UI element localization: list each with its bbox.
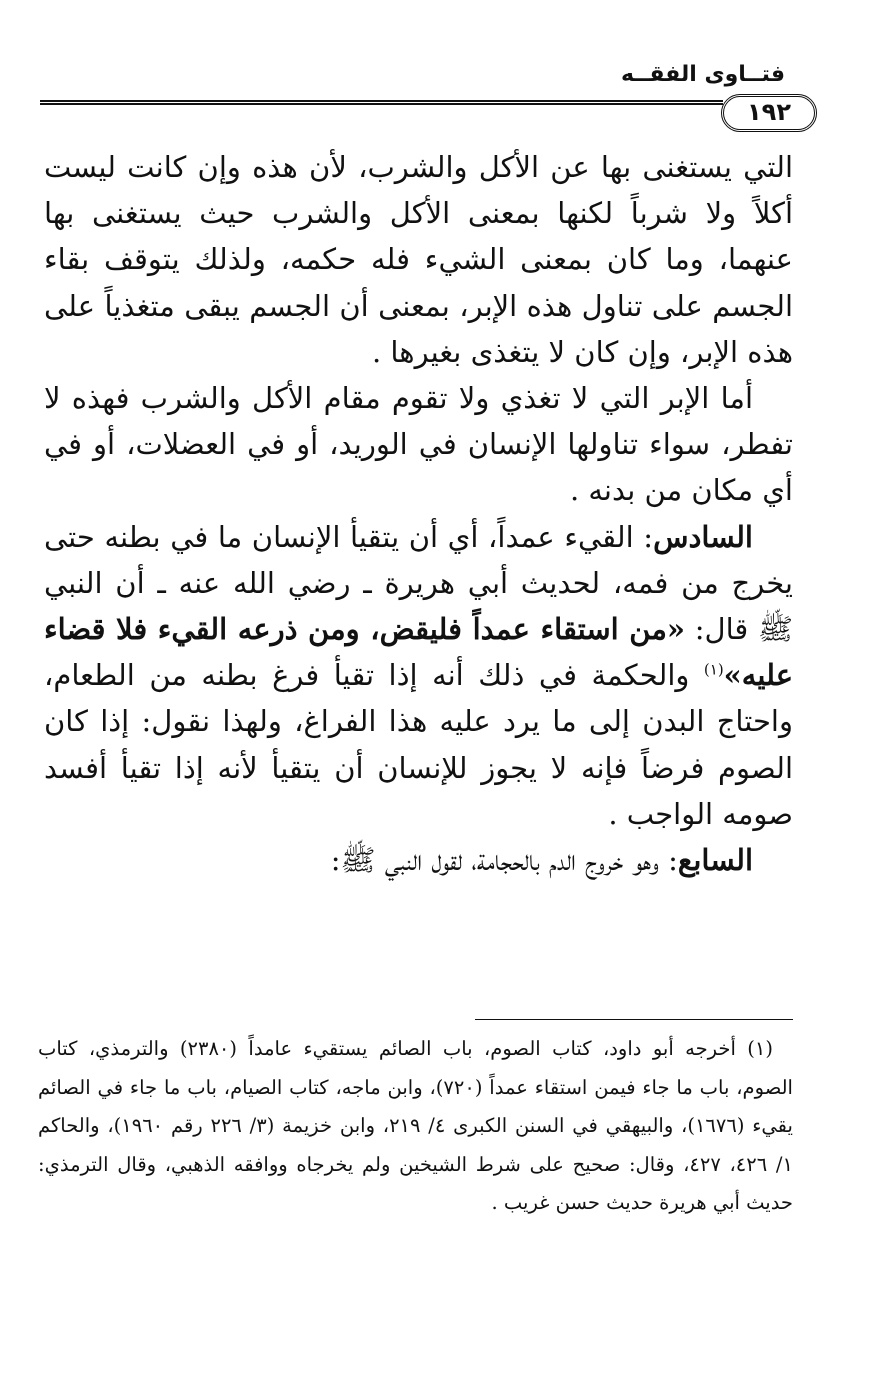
paragraph-3-text-2: والحكمة في ذلك أنه إذا تقيأ فرغ بطنه من الطعام، واحتاج البدن إلى ما يرد عليه هذا الفراغ، ولهذا نقول: إذا كان الصوم فرضاً فإنه لا يجوز للإنسان أن يتقيأ لأنه إذا تقيأ أفسد صومه الواجب . [44,658,793,831]
paragraph-3 [44,514,793,837]
header-rule [40,100,723,105]
footnote-rule [475,1019,793,1020]
page-number: ١٩٢ [721,94,817,132]
paragraph-4 [44,837,793,883]
paragraph-2: أما الإبر التي لا تغذي ولا تقوم مقام الأكل والشرب فهذه لا تفطر، سواء تناولها الإنسان في الوريد، أو في العضلات، أو في أي مكان من بدنه . [44,381,793,508]
footnote-reference[interactable]: (١) [703,660,724,679]
hadith-quote: «من استقاء عمداً فليقض، ومن ذرعه القيء فلا قضاء عليه» [44,612,793,693]
footnote: (١) أخرجه أبو داود، كتاب الصوم، باب الصائم يستقيء عامداً (٢٣٨٠) والترمذي، كتاب الصوم، باب ما جاء فيمن استقاء عمداً (٧٢٠)، وابن ماجه، كتاب الصيام، باب ما جاء في الصائم يقيء (١٦٧٦)، والبيهقي في السنن الكبرى ٤/ ٢١٩، وابن خزيمة (٣/ ٢٢٦ رقم ١٩٦٠)، والحاكم ١/ ٤٢٦، ٤٢٧، وقال: صحيح على شرط الشيخين ولم يخرجاه ووافقه الذهبي، وقال الترمذي: حديث أبي هريرة حديث حسن غريب . [38,1037,793,1214]
paragraph-4-text: : وهو خروج الدم بالحجامة، لقول النبي ﷺ: [330,843,678,878]
paragraph-1: التي يستغنى بها عن الأكل والشرب، لأن هذه وإن كانت ليست أكلاً ولا شرباً لكنها بمعنى الأكل والشرب حيث يستغنى بها عنهما، وما كان بمعنى الشيء فله حكمه، ولذلك يتوقف بقاء الجسم على تناول هذه الإبر، بمعنى أن الجسم يبقى متغذياً على هذه الإبر، وإن كان لا يتغذى بغيرها . [44,150,793,369]
section-label-seventh: السابع [677,843,753,878]
body-text [44,144,793,883]
paragraph-3-text-1: : القيء عمداً، أي أن يتقيأ الإنسان ما في بطنه حتى يخرج من فمه، لحديث أبي هريرة ـ رضي الله عنه ـ أن النبي ﷺ قال: [44,519,793,647]
running-title: فتــاوى الفقــه [620,62,785,87]
section-label-sixth: السادس [653,519,753,554]
